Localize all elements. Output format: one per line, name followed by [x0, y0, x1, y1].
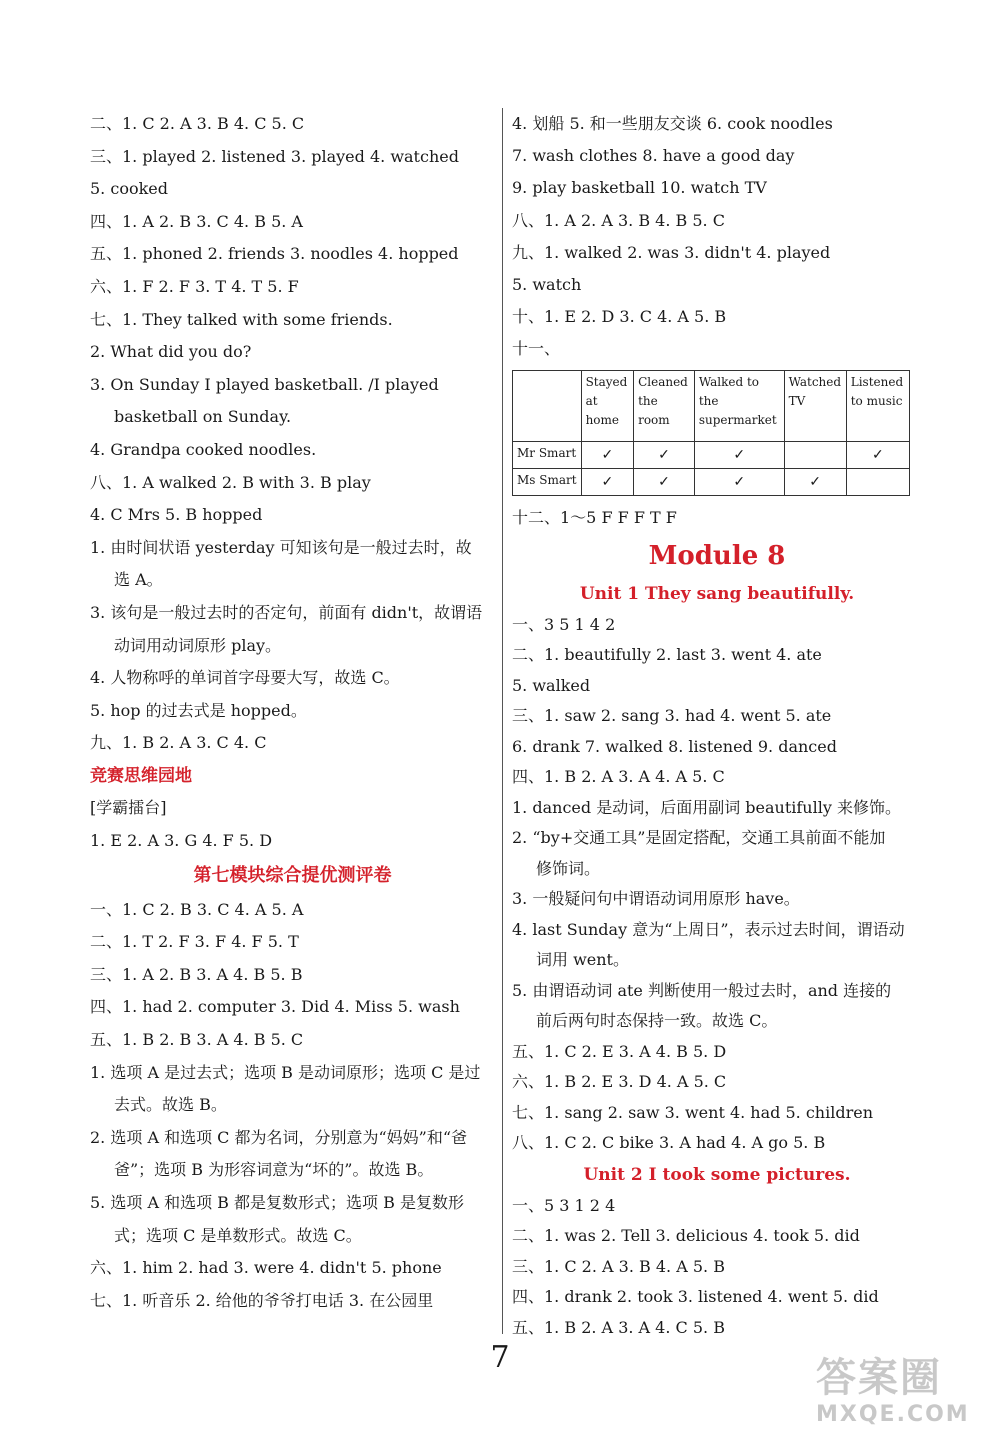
test-title: 第七模块综合提优测评卷	[193, 864, 392, 886]
check-mark-cell	[846, 468, 909, 495]
answer-line: 4. 人物称呼的单词首字母要大写，故选 C。	[90, 668, 400, 688]
answer-line: 五、1. C 2. E 3. A 4. B 5. D	[512, 1041, 727, 1061]
answer-line: 4. C Mrs 5. B hopped	[90, 505, 263, 525]
answer-line: 四、1. B 2. A 3. A 4. A 5. C	[512, 767, 725, 787]
answer-line: 1. E 2. A 3. G 4. F 5. D	[90, 831, 273, 851]
answer-line: 3. 一般疑问句中谓语动词用原形 have。	[512, 889, 800, 909]
answer-line: 十一、	[512, 339, 561, 359]
check-mark-cell: ✓	[784, 468, 846, 495]
answer-line: 选 A。	[114, 570, 163, 590]
answer-line: 五、1. B 2. B 3. A 4. B 5. C	[90, 1030, 304, 1050]
answer-line: 九、1. B 2. A 3. C 4. C	[90, 733, 267, 753]
answer-line: 2. 选项 A 和选项 C 都为名词，分别意为“妈妈”和“爸	[90, 1127, 468, 1147]
check-mark-cell: ✓	[581, 441, 634, 468]
answer-line: 一、3 5 1 4 2	[512, 614, 616, 634]
answer-line: 4. 划船 5. 和一些朋友交谈 6. cook noodles	[512, 114, 833, 133]
watermark	[816, 1355, 986, 1440]
left-column	[90, 108, 495, 1317]
answer-line: 四、1. had 2. computer 3. Did 4. Miss 5. wash	[90, 997, 460, 1017]
answer-line: 2. “by+交通工具”是固定搭配，交通工具前面不能加	[512, 828, 886, 848]
section-heading: 竞赛思维园地	[90, 765, 192, 786]
answer-line: 三、1. saw 2. sang 3. had 4. went 5. ate	[512, 706, 832, 726]
check-mark-cell: ✓	[634, 441, 695, 468]
answer-line: 四、1. A 2. B 3. C 4. B 5. A	[90, 211, 303, 231]
answer-line: 6. drank 7. walked 8. listened 9. danced	[512, 736, 837, 756]
table-header-cell	[513, 370, 582, 441]
answer-line: 七、1. 听音乐 2. 给他的爷爷打电话 3. 在公园里	[90, 1290, 434, 1310]
answer-line: 二、1. C 2. A 3. B 4. C 5. C	[90, 114, 305, 133]
table-header-cell: Walked to the supermarket	[694, 370, 784, 441]
answer-line: 八、1. A walked 2. B with 3. B play	[90, 472, 371, 492]
answer-line: 5. hop 的过去式是 hopped。	[90, 700, 307, 720]
answer-line: 2. What did you do?	[90, 342, 252, 362]
table-row	[513, 441, 910, 468]
answer-line: 五、1. phoned 2. friends 3. noodles 4. hopped	[90, 244, 459, 264]
table-header-cell: Cleaned the room	[634, 370, 695, 441]
check-mark-cell: ✓	[694, 468, 784, 495]
unit-title: Unit 2 I took some pictures.	[583, 1164, 851, 1185]
answer-line: 二、1. was 2. Tell 3. delicious 4. took 5. did	[512, 1226, 860, 1246]
answer-line: 八、1. A 2. A 3. B 4. B 5. C	[512, 210, 725, 230]
table-header-cell: Stayed at home	[581, 370, 634, 441]
answer-line: 一、5 3 1 2 4	[512, 1195, 616, 1215]
row-name: Ms Smart	[513, 468, 582, 495]
answer-line: 去式。故选 B。	[114, 1095, 227, 1115]
answer-line: 7. wash clothes 8. have a good day	[512, 146, 795, 166]
answer-line: 4. last Sunday 意为“上周日”，表示过去时间，谓语动	[512, 919, 905, 939]
answer-line: 1. 选项 A 是过去式；选项 B 是动词原形；选项 C 是过	[90, 1062, 481, 1082]
table-row	[513, 468, 910, 495]
answer-line: 词用 went。	[536, 950, 629, 970]
answer-line: 七、1. sang 2. saw 3. went 4. had 5. children	[512, 1102, 873, 1122]
check-mark-cell: ✓	[581, 468, 634, 495]
right-column	[512, 108, 922, 1343]
column-divider	[502, 108, 503, 1334]
answer-line: 9. play basketball 10. watch TV	[512, 178, 767, 198]
answer-line: 1. 由时间状语 yesterday 可知该句是一般过去时，故	[90, 537, 472, 557]
answer-line: 5. cooked	[90, 179, 168, 199]
watermark-logo-text: 答案圈	[816, 1355, 942, 1401]
answer-line: basketball on Sunday.	[114, 407, 292, 427]
answer-line: 六、1. B 2. E 3. D 4. A 5. C	[512, 1072, 727, 1092]
answer-line: 七、1. They talked with some friends.	[90, 309, 393, 329]
answer-line: 十、1. E 2. D 3. C 4. A 5. B	[512, 307, 727, 327]
answer-table	[512, 370, 910, 496]
check-mark-cell	[784, 441, 846, 468]
answer-line: 二、1. T 2. F 3. F 4. F 5. T	[90, 932, 299, 952]
unit-title: Unit 1 They sang beautifully.	[579, 583, 855, 604]
answer-line: 5. 选项 A 和选项 B 都是复数形式；选项 B 是复数形	[90, 1193, 464, 1212]
answer-line: 4. Grandpa cooked noodles.	[90, 439, 317, 459]
answer-line: 三、1. played 2. listened 3. played 4. watched	[90, 146, 459, 166]
answer-line: 四、1. drank 2. took 3. listened 4. went 5. did	[512, 1287, 879, 1307]
answer-line: 5. 由谓语动词 ate 判断使用一般过去时，and 连接的	[512, 980, 892, 1000]
module-title: Module 8	[648, 540, 786, 571]
answer-line: 式；选项 C 是单数形式。故选 C。	[114, 1225, 362, 1245]
table-header-row	[513, 370, 910, 441]
answer-line: 5. walked	[512, 675, 591, 695]
check-mark-cell: ✓	[694, 441, 784, 468]
answer-line: 六、1. F 2. F 3. T 4. T 5. F	[90, 276, 299, 296]
check-mark-cell: ✓	[846, 441, 909, 468]
page-number: 7	[490, 1340, 510, 1375]
answer-line: 3. 该句是一般过去时的否定句，前面有 didn't，故谓语	[90, 602, 483, 622]
row-name: Mr Smart	[513, 441, 582, 468]
answer-line: 前后两句时态保持一致。故选 C。	[536, 1011, 778, 1031]
answer-line: 3. On Sunday I played basketball. /I played	[90, 374, 439, 394]
answer-line: 十二、1～5 F F F T F	[512, 507, 677, 527]
answer-line: 二、1. beautifully 2. last 3. went 4. ate	[512, 645, 822, 665]
answer-line: 1. danced 是动词，后面用副词 beautifully 来修饰。	[512, 797, 901, 817]
table-header-cell: Listened to music	[846, 370, 909, 441]
answer-line: 三、1. A 2. B 3. A 4. B 5. B	[90, 964, 303, 984]
answer-line: 五、1. B 2. A 3. A 4. C 5. B	[512, 1317, 725, 1337]
answer-line: 九、1. walked 2. was 3. didn't 4. played	[512, 242, 831, 262]
answer-line: 动词用动词原形 play。	[114, 635, 282, 655]
answer-line: 一、1. C 2. B 3. C 4. A 5. A	[90, 899, 304, 919]
answer-line: 六、1. him 2. had 3. were 4. didn't 5. phone	[90, 1258, 442, 1278]
table-header-cell: Watched TV	[784, 370, 846, 441]
check-mark-cell: ✓	[634, 468, 695, 495]
answer-line: [学霸擂台]	[90, 798, 167, 818]
watermark-url: MXQE.COM	[816, 1402, 970, 1427]
answer-line: 修饰词。	[536, 858, 601, 878]
answer-line: 爸”；选项 B 为形容词意为“坏的”。故选 B。	[114, 1160, 434, 1180]
answer-line: 5. watch	[512, 274, 582, 294]
answer-line: 三、1. C 2. A 3. B 4. A 5. B	[512, 1256, 725, 1276]
answer-line: 八、1. C 2. C bike 3. A had 4. A go 5. B	[512, 1133, 826, 1153]
